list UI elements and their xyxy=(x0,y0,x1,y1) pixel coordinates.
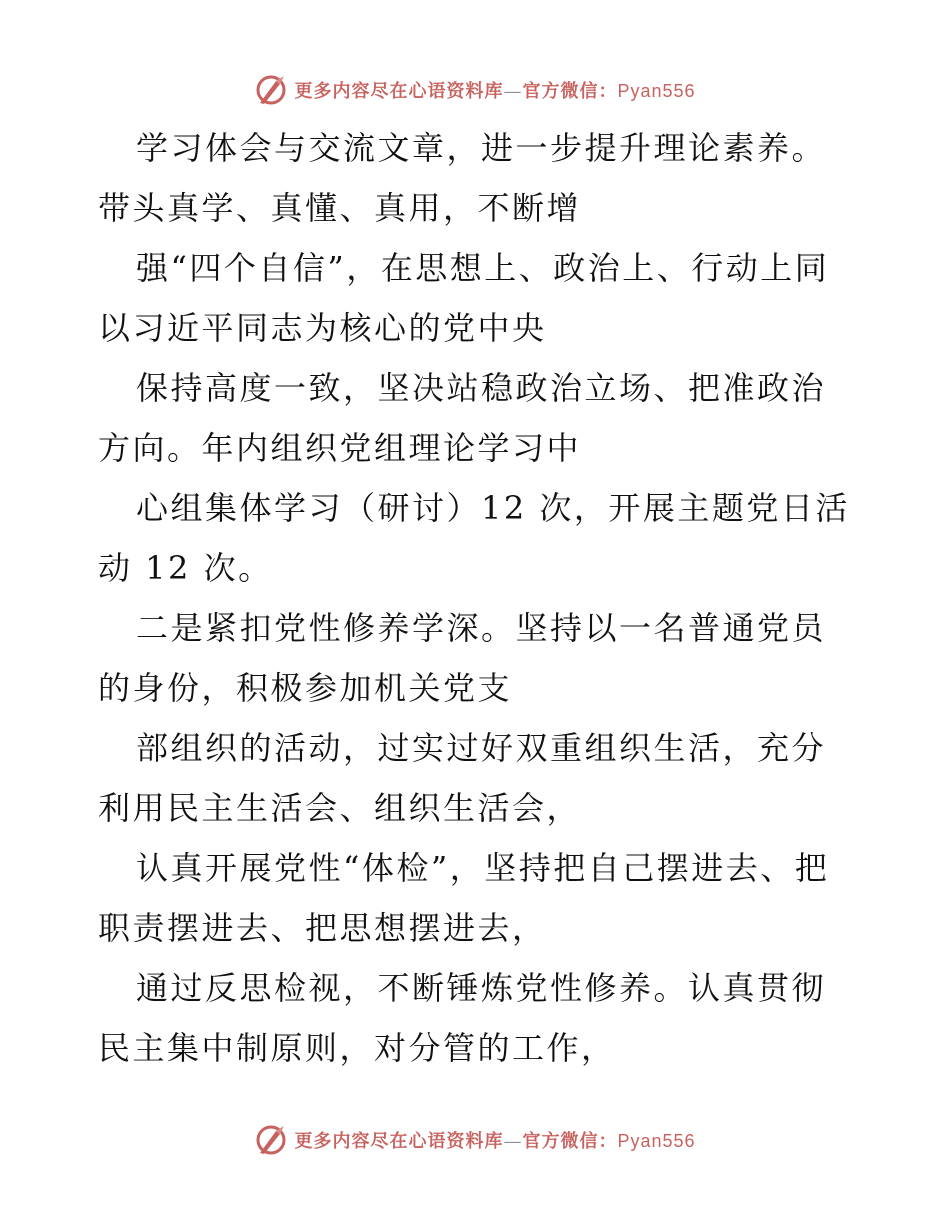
paragraph-6: 部组织的活动，过实过好双重组织生活，充分利用民主生活会、组织生活会， xyxy=(98,729,827,827)
paragraph-1: 学习体会与交流文章，进一步提升理论素养。带头真学、真懂、真用，不断增 xyxy=(98,129,827,227)
watermark-site-name: 更多内容尽在心语资料库 xyxy=(294,81,504,102)
watermark-contact-id: Pyan556 xyxy=(617,1131,696,1151)
paragraph-8: 通过反思检视，不断锤炼党性修养。认真贯彻民主集中制原则，对分管的工作， xyxy=(98,969,827,1067)
header-watermark xyxy=(0,70,950,110)
watermark-contact-label: 官方微信： xyxy=(522,1131,618,1152)
paragraph-3: 保持高度一致，坚决站稳政治立场、把准政治方向。年内组织党组理论学习中 xyxy=(98,369,827,467)
watermark-separator: — xyxy=(503,1131,523,1152)
watermark-contact-label: 官方微信： xyxy=(522,81,618,102)
quill-pen-seal-icon xyxy=(254,1123,288,1157)
paragraph-5: 二是紧扣党性修养学深。坚持以一名普通党员的身份，积极参加机关党支 xyxy=(98,609,827,707)
watermark-contact-id: Pyan556 xyxy=(617,81,696,101)
paragraph-7: 认真开展党性“体检”，坚持把自己摆进去、把职责摆进去、把思想摆进去， xyxy=(98,849,830,947)
quill-pen-seal-icon xyxy=(254,73,288,107)
paragraph-2: 强“四个自信”，在思想上、政治上、行动上同以习近平同志为核心的党中央 xyxy=(98,249,830,347)
watermark-separator: — xyxy=(503,81,523,102)
paragraph-4: 心组集体学习（研讨）12 次，开展主题党日活动 12 次。 xyxy=(98,489,850,587)
watermark-site-name: 更多内容尽在心语资料库 xyxy=(294,1131,504,1152)
footer-watermark xyxy=(0,1120,950,1160)
document-body xyxy=(98,118,858,1078)
